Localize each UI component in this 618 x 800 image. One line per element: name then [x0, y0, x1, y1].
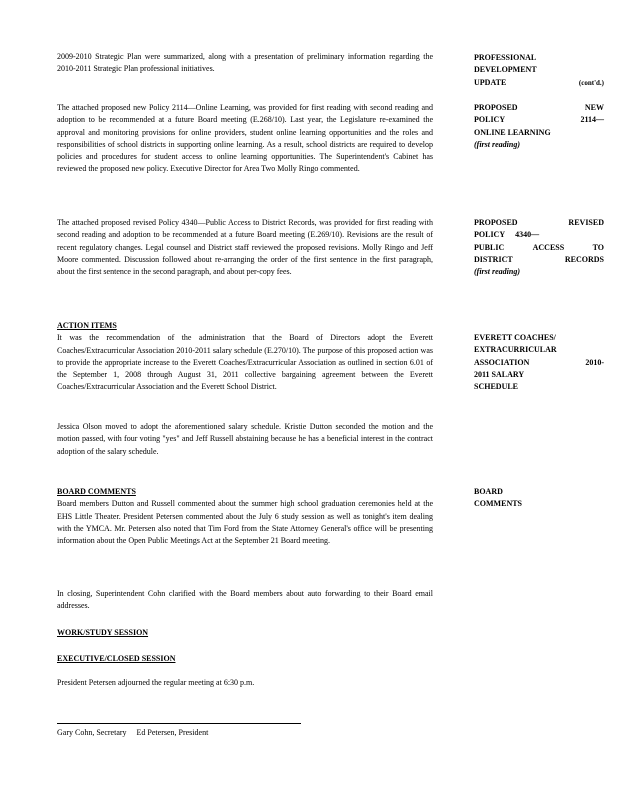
signature-names: Gary Cohn, Secretary Ed Petersen, President: [57, 728, 209, 737]
margin-line: PROFESSIONAL: [474, 53, 537, 62]
first-reading-note: (first reading): [474, 139, 520, 149]
margin-line: [474, 139, 604, 151]
margin-heading-policy-4340: [474, 217, 604, 278]
margin-heading-board-comments: [474, 486, 604, 511]
margin-word: UPDATE: [474, 77, 507, 87]
margin-line: [474, 114, 604, 126]
margin-line: DEVELOPMENT: [474, 65, 537, 75]
margin-heading-professional-development: [474, 52, 604, 89]
policy-2114-paragraph: The attached proposed new Policy 2114—Online Learning, was provided for first reading with second reading and adoption to be recommended at a future Board meeting (E.268/10). Last year, the Legislature re-examined the approval and monitoring provisions for online providers, student online learning opportunities and the roles and responsibilities of school districts in supporting online learning. As a result, school districts are required to develop policies and procedures for student access to online learning opportunities. The Superintendent's Cabinet has reviewed the proposed new policy. Executive Director for Area Two Molly Ringo commented.: [57, 103, 433, 174]
margin-word: 2114—: [580, 115, 604, 125]
margin-word: PROPOSED: [474, 103, 518, 112]
margin-line: EVERETT COACHES/: [474, 333, 556, 342]
margin-word: POLICY: [474, 115, 506, 125]
margin-line: COMMENTS: [474, 499, 522, 509]
margin-heading-everett-coaches: [474, 332, 604, 393]
margin-word: 4340—: [515, 230, 540, 240]
margin-line: SCHEDULE: [474, 382, 519, 392]
margin-word: (cont'd.): [578, 78, 604, 87]
margin-word: TO: [592, 242, 604, 252]
margin-line: 2011 SALARY: [474, 369, 525, 379]
margin-word: RECORDS: [564, 254, 604, 264]
margin-line: [474, 229, 604, 241]
margin-word: ASSOCIATION: [474, 357, 530, 367]
margin-word: NEW: [584, 103, 604, 112]
margin-word: ACCESS: [532, 242, 565, 252]
margin-word: PROPOSED: [474, 218, 518, 227]
margin-line: BOARD: [474, 487, 503, 496]
salary-schedule-recommendation: It was the recommendation of the administration that the Board of Directors adopt the Everett Coaches/Extracurricular Association 2010-2011 salary schedule (E.270/10). The purpose of this proposed action was to provide the appropriate increase to the Everett Coaches/Extracurricular Association as outlined in section 6.01 of the September 1, 2008 through August 31, 2011 collective bargaining agreement between the Everett Coaches/Extracurricular Association and the Everett School District.: [57, 333, 433, 392]
margin-heading-policy-2114: [474, 102, 604, 151]
work-study-heading: WORK/STUDY SESSION: [57, 628, 149, 637]
margin-line: [474, 266, 604, 278]
margin-line: [474, 217, 604, 229]
margin-word: 2010-: [585, 357, 604, 367]
board-comments-paragraph: Board members Dutton and Russell commented about the summer high school graduation ceremonies held at the EHS Little Theater. President Petersen commented about the July 6 study session as well as tonight's item dealing with the YMCA. Mr. Petersen also noted that Tim Ford from the State Attorney General's office will be presenting information about the Open Public Meetings Act at the September 21 Board meeting.: [57, 499, 433, 546]
closing-paragraph: In closing, Superintendent Cohn clarified with the Board members about auto forwarding to their Board email addresses.: [57, 589, 433, 611]
margin-word: REVISED: [568, 218, 604, 227]
signature-line: [57, 723, 301, 724]
margin-word: PUBLIC: [474, 242, 505, 252]
margin-line: [474, 357, 604, 369]
margin-line: [474, 242, 604, 254]
board-comments-section: [57, 486, 433, 547]
action-items-section: [57, 320, 433, 394]
adjournment-paragraph: President Petersen adjourned the regular meeting at 6:30 p.m.: [57, 678, 255, 687]
policy-4340-paragraph: The attached proposed revised Policy 4340—Public Access to District Records, was provided for first reading with second reading and adoption to be recommended at a future Board meeting (E.269/10). Revisions are the result of recent regulatory changes. Legal counsel and District staff reviewed the proposed revisions. Molly Ringo and Jeff Moore commented. Discussion followed about re-arranging the order of the first sentence in the first paragraph, about the first sentence in the second paragraph, and about per-copy fees.: [57, 218, 433, 277]
first-reading-note: (first reading): [474, 267, 520, 277]
margin-word: DISTRICT: [474, 254, 513, 264]
margin-line: EXTRACURRICULAR: [474, 345, 557, 355]
margin-line: [474, 77, 604, 89]
executive-closed-heading: EXECUTIVE/CLOSED SESSION: [57, 654, 176, 663]
strategic-plan-paragraph: 2009-2010 Strategic Plan were summarized, along with a presentation of preliminary information regarding the 2010-2011 Strategic Plan professional initiatives.: [57, 52, 433, 74]
margin-line: [474, 102, 604, 114]
motion-paragraph: Jessica Olson moved to adopt the aforementioned salary schedule. Kristie Dutton seconded the motion and the motion passed, with four voting "yes" and Jeff Russell abstaining because he has a beneficial interest in the contract adoption of the salary schedule.: [57, 422, 433, 456]
board-comments-heading: BOARD COMMENTS: [57, 487, 136, 496]
margin-line: ONLINE LEARNING: [474, 127, 551, 137]
margin-line: [474, 254, 604, 266]
margin-word: POLICY: [474, 230, 506, 240]
action-items-heading: ACTION ITEMS: [57, 321, 117, 330]
